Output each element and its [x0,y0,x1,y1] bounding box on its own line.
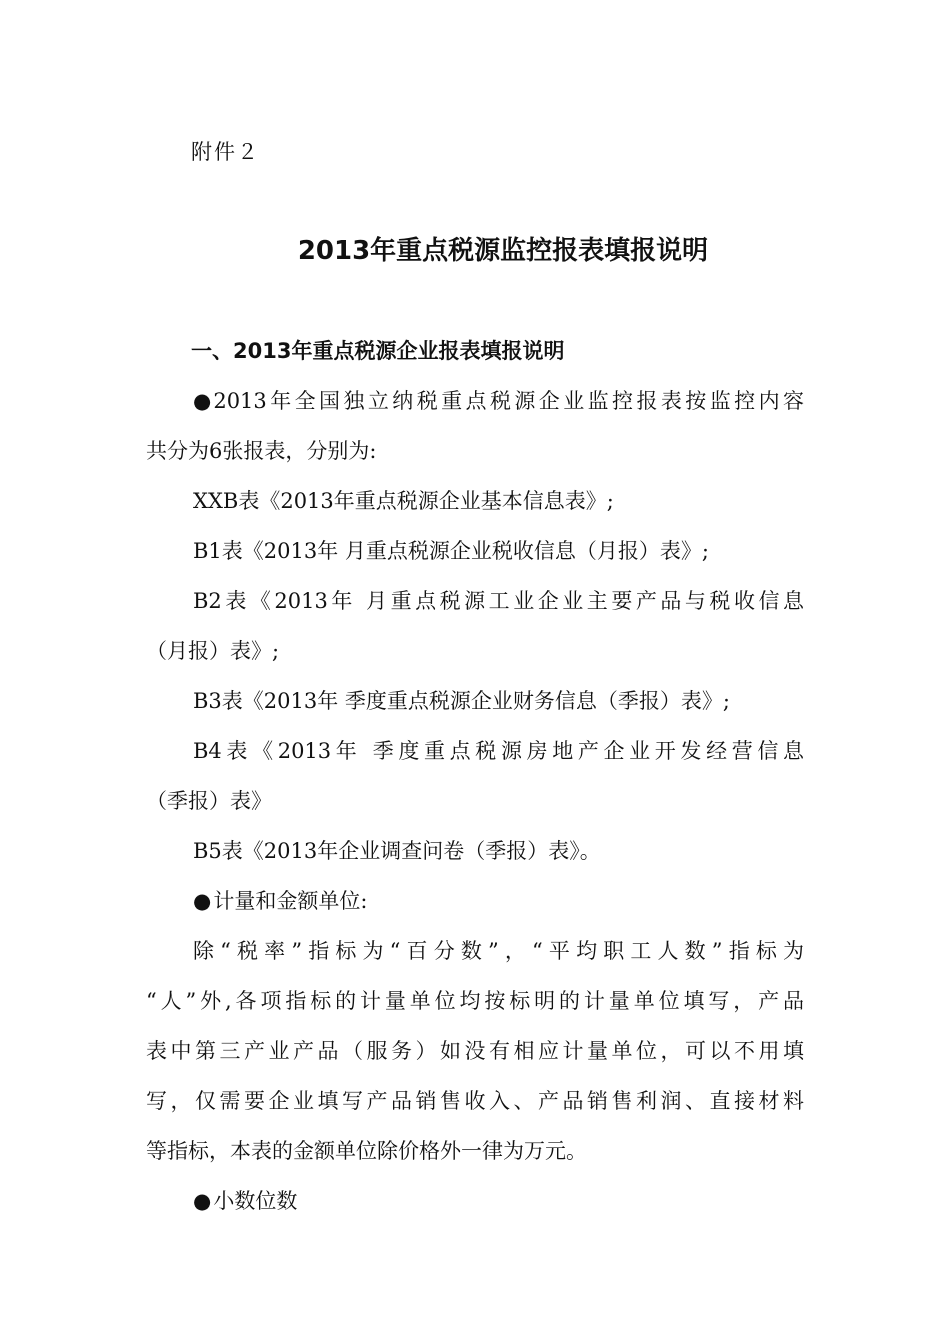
units-paragraph-line-3: 表中第三产业产品（服务）如没有相应计量单位，可以不用填 [146,1039,804,1063]
units-heading: 计量和金额单位: [213,889,368,913]
intro-paragraph-line-2: 共分为6张报表，分别为: [146,439,377,463]
units-paragraph-line-1: 除“税率”指标为“百分数”，“平均职工人数”指标为 [193,939,804,963]
bullet-icon: ● [193,889,212,913]
table-b2-line-1: B2表《2013年 月重点税源工业企业主要产品与税收信息 [193,589,804,613]
decimals-heading-line [193,1186,297,1216]
intro-text-line-1: 2013年全国独立纳税重点税源企业监控报表按监控内容 [213,389,804,413]
table-b1-line: B1表《2013年 月重点税源企业税收信息（月报）表》; [193,539,709,563]
attachment-label: 附件２ [191,140,260,164]
table-b3-line: B3表《2013年 季度重点税源企业财务信息（季报）表》; [193,689,730,713]
bullet-icon: ● [193,389,212,413]
units-paragraph-line-4: 写，仅需要企业填写产品销售收入、产品销售利润、直接材料 [146,1089,804,1113]
intro-paragraph-line-1 [193,386,804,416]
units-paragraph-line-5: 等指标，本表的金额单位除价格外一律为万元。 [146,1139,587,1163]
document-title: 2013年重点税源监控报表填报说明 [297,236,709,266]
table-b5-line: B5表《2013年企业调查问卷（季报）表》。 [193,839,601,863]
section-heading: 一、2013年重点税源企业报表填报说明 [191,339,565,363]
bullet-icon: ● [193,1189,212,1213]
units-heading-line [193,886,367,916]
table-xxb-line: XXB表《2013年重点税源企业基本信息表》; [193,489,614,513]
table-b4-line-2: （季报）表》 [146,789,272,813]
table-b2-line-2: （月报）表》; [146,639,280,663]
decimals-heading: 小数位数 [213,1189,298,1213]
table-b4-line-1: B4表《2013年 季度重点税源房地产企业开发经营信息 [193,739,804,763]
units-paragraph-line-2: “人”外,各项指标的计量单位均按标明的计量单位填写，产品 [146,989,804,1013]
